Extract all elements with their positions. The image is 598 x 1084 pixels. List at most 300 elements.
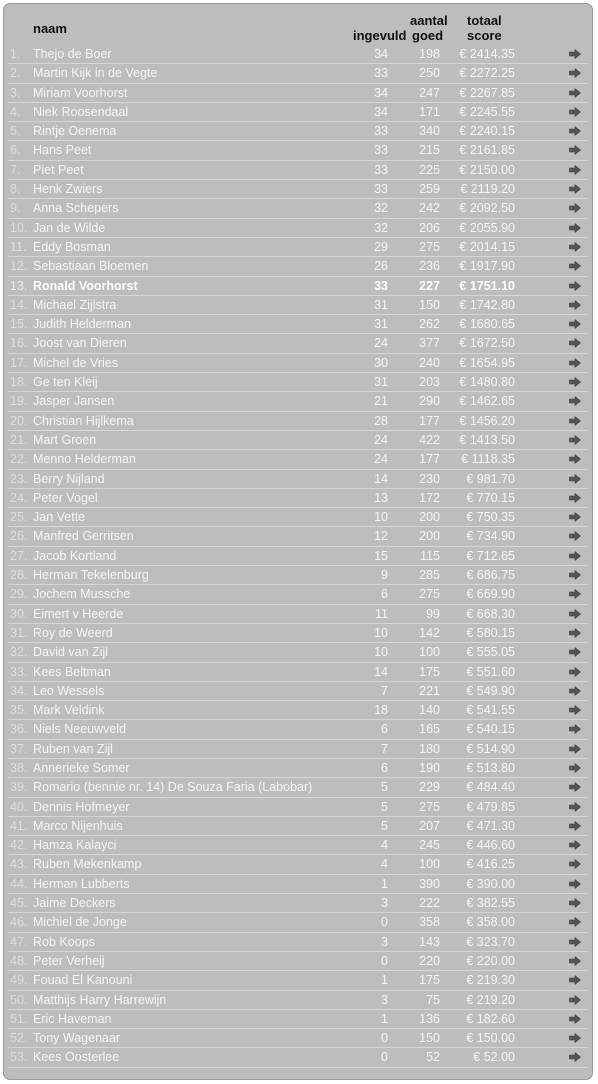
ingevuld-count: 24 xyxy=(374,452,388,467)
table-row xyxy=(4,585,594,604)
ingevuld-count: 7 xyxy=(381,741,388,756)
ingevuld-count: 24 xyxy=(374,336,388,351)
table-row xyxy=(4,855,594,874)
arrow-right-icon[interactable] xyxy=(569,551,581,561)
goed-count: 230 xyxy=(419,471,440,486)
arrow-right-icon[interactable] xyxy=(569,68,581,78)
table-row xyxy=(4,1048,594,1067)
ingevuld-count: 5 xyxy=(381,780,388,795)
arrow-right-icon[interactable] xyxy=(569,107,581,117)
player-name: Mart Groen xyxy=(33,432,97,447)
total-score: € 1917.90 xyxy=(459,259,515,274)
arrow-right-icon[interactable] xyxy=(569,724,581,734)
table-row xyxy=(4,643,594,662)
total-score: € 734.90 xyxy=(466,529,515,544)
player-name: Marco Nijenhuis xyxy=(33,818,123,833)
ingevuld-count: 0 xyxy=(381,915,388,930)
player-name: Michel de Vries xyxy=(33,355,118,370)
arrow-right-icon[interactable] xyxy=(569,223,581,233)
player-name: Eimert v Heerde xyxy=(33,606,124,621)
rank-number: 15. xyxy=(10,317,28,332)
total-score: € 182.60 xyxy=(466,1011,515,1026)
rank-number: 26. xyxy=(10,529,28,544)
total-score: € 1654.95 xyxy=(459,355,515,370)
goed-count: 390 xyxy=(419,876,440,891)
ingevuld-count: 6 xyxy=(381,722,388,737)
arrow-right-icon[interactable] xyxy=(569,396,581,406)
ingevuld-count: 0 xyxy=(381,1031,388,1046)
total-score: € 1462.65 xyxy=(459,394,515,409)
goed-count: 150 xyxy=(419,297,440,312)
total-score: € 2414.35 xyxy=(459,47,515,61)
arrow-right-icon[interactable] xyxy=(569,763,581,773)
arrow-right-icon[interactable] xyxy=(569,686,581,696)
table-row xyxy=(4,817,594,836)
total-score: € 580.15 xyxy=(466,625,515,640)
table-row xyxy=(4,257,594,276)
ingevuld-count: 34 xyxy=(374,47,388,61)
goed-count: 75 xyxy=(426,992,440,1007)
goed-count: 222 xyxy=(419,896,440,911)
arrow-right-icon[interactable] xyxy=(569,802,581,812)
total-score: € 686.75 xyxy=(466,568,515,583)
ingevuld-count: 7 xyxy=(381,683,388,698)
arrow-right-icon[interactable] xyxy=(569,956,581,966)
total-score: € 323.70 xyxy=(466,934,515,949)
player-name: Ronald Voorhorst xyxy=(33,278,138,293)
player-name: Christian Hijlkema xyxy=(33,413,134,428)
column-header-totaal: totaal xyxy=(467,13,502,28)
total-score: € 479.85 xyxy=(466,799,515,814)
arrow-right-icon[interactable] xyxy=(569,570,581,580)
player-name: Peter Vogel xyxy=(33,490,98,505)
rank-number: 24. xyxy=(10,490,28,505)
player-name: Manfred Gerritsen xyxy=(33,529,134,544)
arrow-right-icon[interactable] xyxy=(569,474,581,484)
arrow-right-icon[interactable] xyxy=(569,879,581,889)
rank-number: 44. xyxy=(10,876,28,891)
ingevuld-count: 33 xyxy=(374,278,388,293)
goed-count: 227 xyxy=(419,278,440,293)
total-score: € 981.70 xyxy=(466,471,515,486)
ingevuld-count: 5 xyxy=(381,818,388,833)
arrow-right-icon[interactable] xyxy=(569,377,581,387)
rank-number: 8. xyxy=(10,182,21,197)
rank-number: 51. xyxy=(10,1011,28,1026)
arrow-right-icon[interactable] xyxy=(569,821,581,831)
goed-count: 262 xyxy=(419,317,440,332)
goed-count: 140 xyxy=(419,703,440,718)
goed-count: 171 xyxy=(419,104,440,119)
rank-number: 29. xyxy=(10,587,28,602)
player-name: Mark Veldink xyxy=(33,703,105,718)
table-row xyxy=(4,682,594,701)
table-row xyxy=(4,122,594,141)
total-score: € 1742.80 xyxy=(459,297,515,312)
total-score: € 712.65 xyxy=(466,548,515,563)
ingevuld-count: 32 xyxy=(374,201,388,216)
rank-number: 11. xyxy=(10,239,27,254)
ingevuld-count: 24 xyxy=(374,432,388,447)
arrow-right-icon[interactable] xyxy=(569,242,581,252)
rank-number: 42. xyxy=(10,838,28,853)
player-name: Joost van Dieren xyxy=(33,336,127,351)
ingevuld-count: 0 xyxy=(381,953,388,968)
arrow-right-icon[interactable] xyxy=(569,995,581,1005)
ingevuld-count: 29 xyxy=(374,239,388,254)
total-score: € 219.20 xyxy=(466,992,515,1007)
table-row xyxy=(4,740,594,759)
goed-count: 236 xyxy=(419,259,440,274)
rank-number: 39. xyxy=(10,780,28,795)
total-score: € 513.80 xyxy=(466,760,515,775)
total-score: € 484.40 xyxy=(466,780,515,795)
arrow-right-icon[interactable] xyxy=(569,338,581,348)
arrow-right-icon[interactable] xyxy=(569,647,581,657)
table-row xyxy=(4,277,594,296)
total-score: € 219.30 xyxy=(466,973,515,988)
arrow-right-icon[interactable] xyxy=(569,203,581,213)
rank-number: 31. xyxy=(10,625,28,640)
goed-count: 150 xyxy=(419,1031,440,1046)
rank-number: 17. xyxy=(10,355,28,370)
table-row xyxy=(4,624,594,643)
table-row xyxy=(4,663,594,682)
rank-number: 10. xyxy=(10,220,28,235)
ingevuld-count: 3 xyxy=(381,896,388,911)
ranking-list xyxy=(4,45,594,1068)
player-name: Thejo de Boer xyxy=(33,47,112,61)
table-row xyxy=(4,913,594,932)
goed-count: 177 xyxy=(419,413,440,428)
goed-count: 259 xyxy=(419,182,440,197)
arrow-right-icon[interactable] xyxy=(569,145,581,155)
rank-number: 25. xyxy=(10,510,28,525)
total-score: € 2150.00 xyxy=(459,162,515,177)
player-name: Jan de Wilde xyxy=(33,220,106,235)
ingevuld-count: 0 xyxy=(381,1050,388,1065)
player-name: Hamza Kalayci xyxy=(33,838,117,853)
arrow-right-icon[interactable] xyxy=(569,88,581,98)
ingevuld-count: 31 xyxy=(374,317,388,332)
rank-number: 2. xyxy=(10,66,21,81)
goed-count: 221 xyxy=(419,683,440,698)
table-row xyxy=(4,991,594,1010)
rank-number: 52. xyxy=(10,1031,28,1046)
goed-count: 229 xyxy=(419,780,440,795)
arrow-right-icon[interactable] xyxy=(569,319,581,329)
ingevuld-count: 33 xyxy=(374,182,388,197)
goed-count: 247 xyxy=(419,85,440,100)
table-row xyxy=(4,64,594,83)
arrow-right-icon[interactable] xyxy=(569,782,581,792)
player-name: Leo Wessels xyxy=(33,683,105,698)
total-score: € 220.00 xyxy=(466,953,515,968)
arrow-right-icon[interactable] xyxy=(569,667,581,677)
table-row xyxy=(4,1010,594,1029)
table-row xyxy=(4,392,594,411)
player-name: Martin Kijk in de Vegte xyxy=(33,66,158,81)
arrow-right-icon[interactable] xyxy=(569,435,581,445)
ingevuld-count: 5 xyxy=(381,799,388,814)
player-name: Ge ten Kleij xyxy=(33,375,98,390)
column-header-aantal: aantal xyxy=(410,13,448,28)
player-name: Jasper Jansen xyxy=(33,394,115,409)
goed-count: 143 xyxy=(419,934,440,949)
total-score: € 750.35 xyxy=(466,510,515,525)
arrow-right-icon[interactable] xyxy=(569,416,581,426)
rank-number: 30. xyxy=(10,606,28,621)
total-score: € 2014.15 xyxy=(459,239,515,254)
arrow-right-icon[interactable] xyxy=(569,454,581,464)
table-row xyxy=(4,103,594,122)
goed-count: 172 xyxy=(419,490,440,505)
arrow-right-icon[interactable] xyxy=(569,589,581,599)
rank-number: 43. xyxy=(10,857,28,872)
table-row xyxy=(4,141,594,160)
player-name: Henk Zwiers xyxy=(33,182,103,197)
ingevuld-count: 1 xyxy=(381,973,388,988)
total-score: € 2245.55 xyxy=(459,104,515,119)
player-name: Jaime Deckers xyxy=(33,896,116,911)
total-score: € 540.15 xyxy=(466,722,515,737)
ingevuld-count: 10 xyxy=(374,645,388,660)
arrow-right-icon[interactable] xyxy=(569,531,581,541)
ingevuld-count: 34 xyxy=(374,104,388,119)
total-score: € 514.90 xyxy=(466,741,515,756)
goed-count: 340 xyxy=(419,124,440,139)
table-row xyxy=(4,354,594,373)
total-score: € 1480.80 xyxy=(459,375,515,390)
rank-number: 18. xyxy=(10,375,28,390)
ingevuld-count: 10 xyxy=(374,625,388,640)
total-score: € 541.55 xyxy=(466,703,515,718)
total-score: € 52.00 xyxy=(473,1050,515,1065)
goed-count: 358 xyxy=(419,915,440,930)
table-row xyxy=(4,334,594,353)
rank-number: 4. xyxy=(10,104,21,119)
total-score: € 1413.50 xyxy=(459,432,515,447)
total-score: € 2240.15 xyxy=(459,124,515,139)
arrow-right-icon[interactable] xyxy=(569,165,581,175)
rank-number: 50. xyxy=(10,992,28,1007)
table-row xyxy=(4,450,594,469)
ingevuld-count: 4 xyxy=(381,838,388,853)
total-score: € 471.30 xyxy=(466,818,515,833)
player-name: Judith Helderman xyxy=(33,317,131,332)
player-name: Kees Beltman xyxy=(33,664,111,679)
total-score: € 2092.50 xyxy=(459,201,515,216)
goed-count: 377 xyxy=(419,336,440,351)
player-name: Matthijs Harry Harrewijn xyxy=(33,992,167,1007)
rank-number: 20. xyxy=(10,413,28,428)
total-score: € 770.15 xyxy=(466,490,515,505)
arrow-right-icon[interactable] xyxy=(569,300,581,310)
total-score: € 549.90 xyxy=(466,683,515,698)
player-name: Berry Nijland xyxy=(33,471,105,486)
arrow-right-icon[interactable] xyxy=(569,261,581,271)
table-row xyxy=(4,84,594,103)
rank-number: 40. xyxy=(10,799,28,814)
player-name: Peter Verheij xyxy=(33,953,105,968)
rank-number: 47. xyxy=(10,934,28,949)
ingevuld-count: 9 xyxy=(381,568,388,583)
goed-count: 275 xyxy=(419,239,440,254)
arrow-right-icon[interactable] xyxy=(569,184,581,194)
arrow-right-icon[interactable] xyxy=(569,628,581,638)
total-score: € 2161.85 xyxy=(459,143,515,158)
ingevuld-count: 14 xyxy=(374,471,388,486)
arrow-right-icon[interactable] xyxy=(569,281,581,291)
player-name: Ruben Mekenkamp xyxy=(33,857,142,872)
rank-number: 9. xyxy=(10,201,21,216)
player-name: Annerieke Somer xyxy=(33,760,130,775)
ingevuld-count: 1 xyxy=(381,876,388,891)
rank-number: 41. xyxy=(10,818,28,833)
goed-count: 250 xyxy=(419,66,440,81)
arrow-right-icon[interactable] xyxy=(569,1033,581,1043)
total-score: € 390.00 xyxy=(466,876,515,891)
column-header-naam: naam xyxy=(33,21,67,36)
arrow-right-icon[interactable] xyxy=(569,937,581,947)
total-score: € 555.05 xyxy=(466,645,515,660)
rank-number: 33. xyxy=(10,664,28,679)
player-name: Michael Zijlstra xyxy=(33,297,117,312)
goed-count: 190 xyxy=(419,760,440,775)
player-name: Sebastiaan Bloemen xyxy=(33,259,149,274)
total-score: € 382.55 xyxy=(466,896,515,911)
arrow-right-icon[interactable] xyxy=(569,705,581,715)
arrow-right-icon[interactable] xyxy=(569,898,581,908)
arrow-right-icon[interactable] xyxy=(569,1052,581,1062)
total-score: € 2055.90 xyxy=(459,220,515,235)
arrow-right-icon[interactable] xyxy=(569,49,581,59)
rank-number: 28. xyxy=(10,568,28,583)
goed-count: 100 xyxy=(419,645,440,660)
player-name: Kees Oosterlee xyxy=(33,1050,120,1065)
rank-number: 53. xyxy=(10,1050,28,1065)
table-row xyxy=(4,701,594,720)
arrow-right-icon[interactable] xyxy=(569,493,581,503)
player-name: Herman Tekelenburg xyxy=(33,568,149,583)
ingevuld-count: 26 xyxy=(374,259,388,274)
column-header-ingevuld: ingevuld xyxy=(353,28,407,43)
total-score: € 416.25 xyxy=(466,857,515,872)
arrow-right-icon[interactable] xyxy=(569,975,581,985)
rank-number: 46. xyxy=(10,915,28,930)
total-score: € 1456.20 xyxy=(459,413,515,428)
arrow-right-icon[interactable] xyxy=(569,744,581,754)
goed-count: 200 xyxy=(419,510,440,525)
ranking-panel xyxy=(3,3,593,1080)
goed-count: 99 xyxy=(426,606,440,621)
table-row xyxy=(4,875,594,894)
arrow-right-icon[interactable] xyxy=(569,126,581,136)
total-score: € 1118.35 xyxy=(461,452,515,467)
ingevuld-count: 18 xyxy=(374,703,388,718)
goed-count: 290 xyxy=(419,394,440,409)
player-name: Jochem Mussche xyxy=(33,587,131,602)
total-score: € 2119.20 xyxy=(460,182,515,197)
column-header-score: score xyxy=(467,28,502,43)
table-row xyxy=(4,489,594,508)
goed-count: 240 xyxy=(419,355,440,370)
ingevuld-count: 1 xyxy=(381,1011,388,1026)
total-score: € 2267.85 xyxy=(459,85,515,100)
player-name: Michiel de Jonge xyxy=(33,915,127,930)
ingevuld-count: 33 xyxy=(374,124,388,139)
goed-count: 52 xyxy=(426,1050,440,1065)
table-row xyxy=(4,894,594,913)
arrow-right-icon[interactable] xyxy=(569,609,581,619)
column-header-goed: goed xyxy=(412,28,444,43)
arrow-right-icon[interactable] xyxy=(569,512,581,522)
goed-count: 422 xyxy=(419,432,440,447)
ingevuld-count: 6 xyxy=(381,587,388,602)
table-row xyxy=(4,798,594,817)
table-row xyxy=(4,547,594,566)
player-name: David van Zijl xyxy=(33,645,109,660)
ingevuld-count: 32 xyxy=(374,220,388,235)
total-score: € 150.00 xyxy=(466,1031,515,1046)
ingevuld-count: 33 xyxy=(374,66,388,81)
table-row xyxy=(4,431,594,450)
rank-number: 45. xyxy=(10,896,28,911)
ingevuld-count: 31 xyxy=(374,375,388,390)
goed-count: 275 xyxy=(419,587,440,602)
player-name: Fouad El Kanouni xyxy=(33,973,133,988)
goed-count: 165 xyxy=(419,722,440,737)
ingevuld-count: 33 xyxy=(374,143,388,158)
arrow-right-icon[interactable] xyxy=(569,859,581,869)
total-score: € 668.30 xyxy=(466,606,515,621)
player-name: Eric Haveman xyxy=(33,1011,112,1026)
arrow-right-icon[interactable] xyxy=(569,917,581,927)
table-row xyxy=(4,566,594,585)
rank-number: 49. xyxy=(10,973,28,988)
table-row xyxy=(4,199,594,218)
arrow-right-icon[interactable] xyxy=(569,840,581,850)
total-score: € 1672.50 xyxy=(459,336,515,351)
player-name: Piet Peet xyxy=(33,162,84,177)
ingevuld-count: 14 xyxy=(374,664,388,679)
table-row xyxy=(4,180,594,199)
goed-count: 215 xyxy=(419,143,440,158)
goed-count: 180 xyxy=(419,741,440,756)
player-name: Herman Lubberts xyxy=(33,876,130,891)
table-row xyxy=(4,412,594,431)
rank-number: 23. xyxy=(10,471,28,486)
goed-count: 175 xyxy=(419,664,440,679)
goed-count: 285 xyxy=(419,568,440,583)
rank-number: 14. xyxy=(10,297,28,312)
player-name: Miriam Voorhorst xyxy=(33,85,128,100)
player-name: Niek Roosendaal xyxy=(33,104,129,119)
total-score: € 446.60 xyxy=(466,838,515,853)
table-row xyxy=(4,952,594,971)
player-name: Menno Helderman xyxy=(33,452,136,467)
rank-number: 7. xyxy=(10,162,21,177)
arrow-right-icon[interactable] xyxy=(569,358,581,368)
goed-count: 245 xyxy=(419,838,440,853)
goed-count: 142 xyxy=(419,625,440,640)
rank-number: 1. xyxy=(10,47,21,61)
goed-count: 115 xyxy=(420,548,440,563)
arrow-right-icon[interactable] xyxy=(569,1014,581,1024)
total-score: € 2272.25 xyxy=(459,66,515,81)
table-header xyxy=(4,4,594,48)
rank-number: 21. xyxy=(10,432,28,447)
